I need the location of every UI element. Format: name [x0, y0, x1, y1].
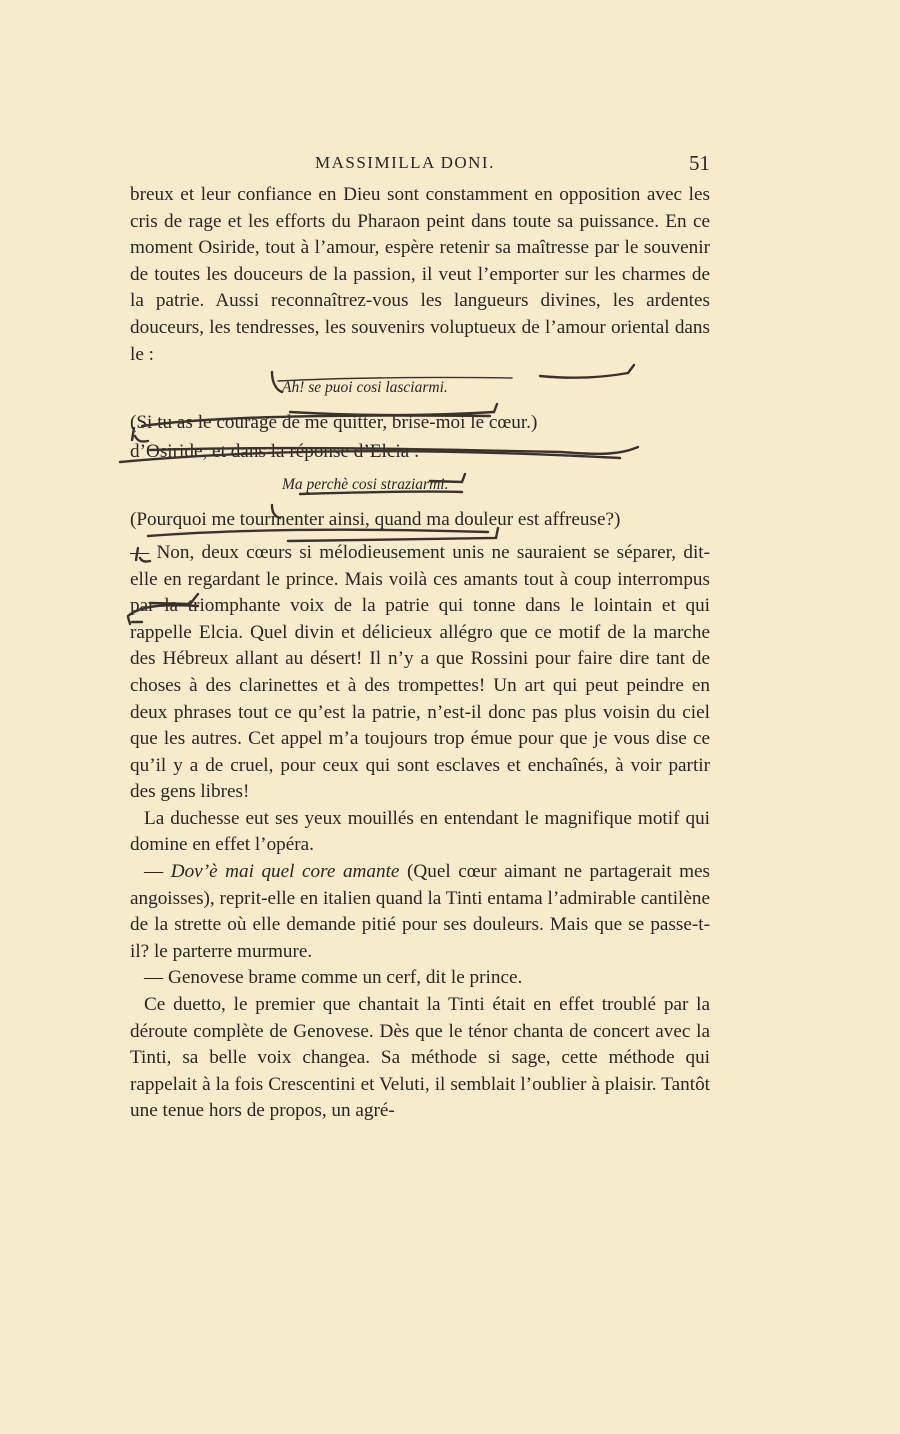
paragraph-7: Ce duetto, le premier que chantait la Tinti était en effet troublé par la déroute complète de Genovese. Dès que le ténor chanta de concert avec la Tinti, sa belle voix changea. Sa méthode si sage, cette méthode qui rappelait à la fois Crescentini et Veluti, il semblait l’oublier à plaisir. Tantôt une tenue hors de propos, un agré-: [130, 994, 710, 1122]
paragraph-5-rest: (Quel cœur aimant ne partagerait mes angoisses), reprit-elle en italien quand la Tinti entama l’admirable cantilène de la strette où elle demande pitié pour ses douleurs. Mais que se passe-t-il? le parterre murmure.: [130, 861, 710, 962]
paragraph-5: [130, 859, 710, 965]
running-title: MASSIMILLA DONI.: [315, 153, 495, 172]
page-header: [130, 153, 710, 177]
page-number: 51: [689, 151, 710, 175]
paragraph-2: d’Osiride, et dans la réponse d’Elcia :: [130, 440, 420, 462]
paragraph-3: — Non, deux cœurs si mélodieusement unis ne sauraient se séparer, dit-elle en regardant le prince. Mais voilà ces amants tout à coup interrompus par la triomphante voix de la patrie qui tonne dans le lointain et qui rappelle Elcia. Quel divin et délicieux allégro que ce motif de la marche des Hébreux allant au désert! Il n’y a que Rossini pour faire dire tant de choses à des clarinettes et à des trompettes! Un art qui peut peindre en deux phrases tout ce qu’est la patrie, n’est-il donc pas plus voisin du ciel que les autres. Cet appel m’a toujours trop émue pour que je vous dise ce qu’il y a de cruel, pour ceux qui sont esclaves et enchaînés, à voir partir des gens libres!: [130, 541, 710, 803]
paragraph-6: — Genovese brame comme un cerf, dit le prince.: [144, 967, 523, 989]
italian-quote: Dov’è mai quel core amante: [170, 861, 400, 883]
translation-2: (Pourquoi me tourmenter ainsi, quand ma douleur est affreuse?): [130, 509, 621, 531]
translation-1: (Si tu as le courage de me quitter, brise-moi le cœur.): [130, 412, 538, 434]
dialogue-dash: —: [144, 861, 171, 883]
paragraph-1: breux et leur confiance en Dieu sont constamment en opposition avec les cris de rage et les efforts du Pharaon peint dans toute sa puissance. En ce moment Osiride, tout à l’amour, espère retenir sa maîtresse par le souvenir de toutes les douceurs de la passion, il veut l’emporter sur les charmes de la patrie. Aussi reconnaîtrez-vous les langueurs divines, les ardentes douceurs, les tendresses, les souvenirs voluptueux de l’amour oriental dans le :: [130, 184, 710, 365]
italian-verse-1: Ah! se puoi cosi lasciarmi.: [282, 379, 448, 397]
paragraph-4: La duchesse eut ses yeux mouillés en entendant le magnifique motif qui domine en effet l’opéra.: [130, 807, 710, 856]
page-body: [130, 182, 710, 1125]
italian-verse-2: Ma perchè cosi straziarmi.: [282, 476, 449, 494]
